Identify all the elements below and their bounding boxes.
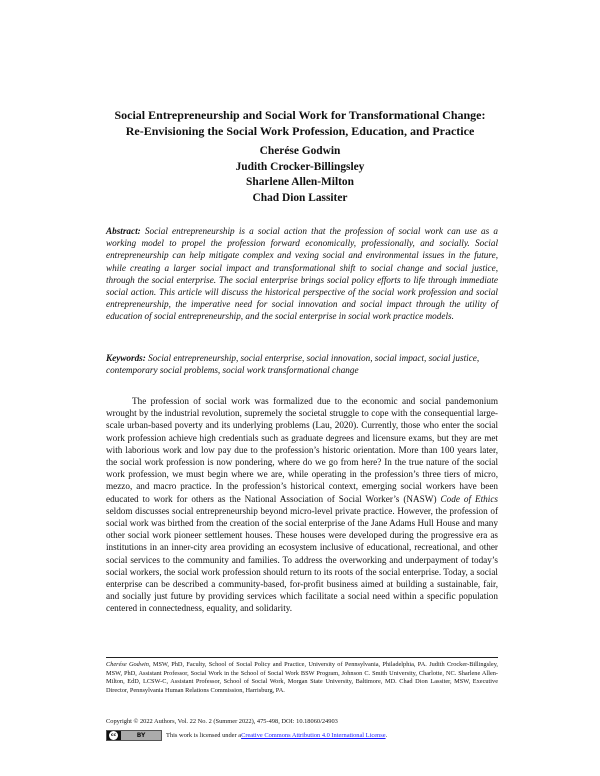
abstract-label: Abstract: — [106, 226, 141, 236]
keywords-label: Keywords: — [106, 353, 146, 363]
keywords — [106, 352, 498, 376]
cc-by-license-badge[interactable] — [106, 730, 162, 741]
by-icon: BY — [121, 731, 161, 740]
footnote-text: , MSW, PhD, Faculty, School of Social Policy and Practice, University of Pennsylvania, Philadelphia, PA. Judith Crocker-Billingsley, MSW, PhD, Assistant Professor, Social Work in the School of Social Work BSW Program, Johnson C. Smith University, Charlotte, NC. Sharlene Allen-Milton, EdD, LCSW-C, Assistant Professor, School of Social Work, Morgan State University, Baltimore, MD. Chad Dion Lassiter, MSW, Executive Director, Pennsylvania Human Relations Commission, Harrisburg, PA. — [106, 661, 499, 694]
author-list — [100, 144, 500, 206]
abstract — [106, 225, 498, 323]
article-title — [100, 107, 500, 139]
title-line-1: Social Entrepreneurship and Social Work for Transformational Change: — [114, 108, 486, 122]
license-end: . — [385, 731, 388, 739]
body-text-part-2: seldom discusses social entrepreneurship beyond micro-level private practice. However, the profession of social work was birthed from the creation of the social enterprise of the Jane Adams Hull House and many other social work pioneer settlement houses. These houses were developed during the progressive era as institutions in an inner-city area providing an ecosystem inclusive of educational, recreational, and other social services to the community and families. To address the overworking and underpayment of today’s social workers, the social work profession should return to its roots of the social enterprise. Today, a social enterprise can be described a community-based, for-profit business aimed at building a sustainable, fair, and socially just future by providing services which facilitate a social need within a specific population centered in connectedness, equality, and solidarity. — [106, 505, 498, 614]
footnote-divider — [106, 657, 498, 658]
abstract-text: Social entrepreneurship is a social action that the profession of social work can use as a working model to propel the profession forward economically, professionally, and socially. Social entrepreneurship can help mitigate complex and vexing social and environmental issues in the future, while creating a larger social impact and transformational shift to social change and social justice, through the social enterprise. The social enterprise brings social policy efforts to life through immediate social action. This article will discuss the historical perspective of the social work profession and social entrepreneurship, the imperative need for social innovation and social impact through the utility of education of social entrepreneurship, and the social enterprise in social work practice models. — [106, 226, 498, 322]
author-name: Cherése Godwin — [259, 145, 341, 157]
body-paragraph — [106, 395, 498, 615]
license-line — [106, 729, 387, 741]
body-text-part-1: The profession of social work was formalized due to the economic and social pandemonium wrought by the industrial revolution, supremely the societal struggle to cope with the consequential large-scale urban-based poverty and its underlying problems (Lau, 2020). Currently, those who enter the social work profession achieve high credentials such as graduate degrees and licensure exams, but they are met with laborious work and low pay due to the profession’s historic orientation. More than 100 years later, the social work profession is now pondering, where do we go from here? In the true nature of the social work profession, we must begin where we are, while operating in the profession’s three tiers of micro, mezzo, and macro practice. In the profession’s historical context, emerging social workers have been educated to work for others as the National Association of Social Worker’s (NASW) — [106, 396, 498, 504]
license-text: This work is licensed under a — [166, 731, 242, 739]
cc-icon: cc — [110, 732, 117, 738]
author-footnote — [106, 661, 498, 695]
license-link[interactable]: Creative Commons Attribution 4.0 International License — [241, 731, 386, 739]
copyright-line: Copyright © 2022 Authors, Vol. 22 No. 2 (Summer 2022), 475-498, DOI: 10.18060/24903 — [106, 718, 338, 725]
footnote-author-name: Cherése Godwin — [106, 661, 149, 668]
code-of-ethics-italic: Code of Ethics — [440, 493, 498, 504]
author-name: Judith Crocker-Billingsley — [235, 160, 365, 173]
author-name: Chad Dion Lassiter — [252, 191, 348, 204]
author-name: Sharlene Allen-Milton — [246, 176, 354, 188]
keywords-text: Social entrepreneurship, social enterprise, social innovation, social impact, social justice, contemporary social problems, social work transformational change — [106, 353, 480, 376]
title-line-2: Re-Envisioning the Social Work Profession, Education, and Practice — [125, 124, 475, 138]
